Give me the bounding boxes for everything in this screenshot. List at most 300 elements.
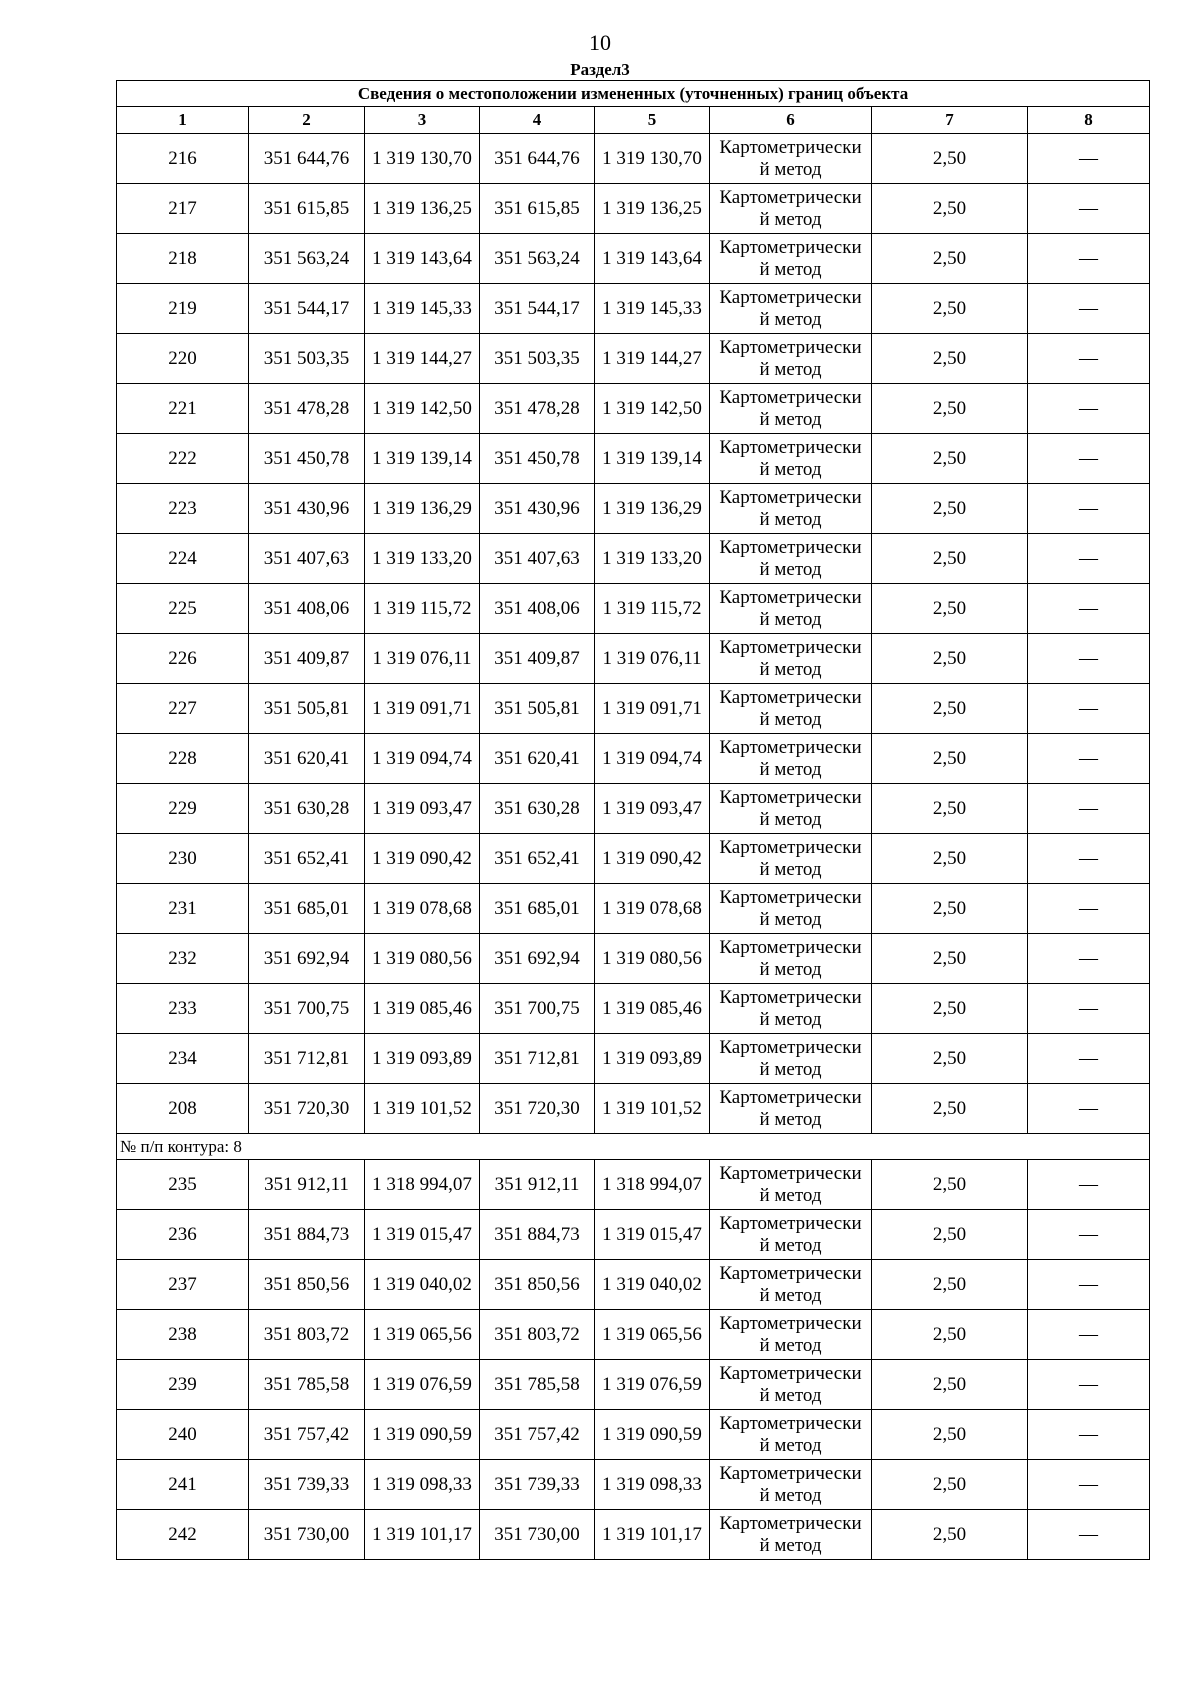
- cell-method: [710, 284, 872, 334]
- cell-y-old: 1 319 065,56: [365, 1310, 480, 1360]
- column-header-6: 6: [710, 107, 872, 134]
- method-line-1: Картометрически: [719, 586, 862, 608]
- cell-description: —: [1028, 1034, 1150, 1084]
- cell-x-old: 351 720,30: [249, 1084, 365, 1134]
- cell-x-new: 351 503,35: [480, 334, 595, 384]
- cell-point-number: 238: [117, 1310, 249, 1360]
- cell-precision: 2,50: [872, 584, 1028, 634]
- cell-point-number: 216: [117, 134, 249, 184]
- column-header-4: 4: [480, 107, 595, 134]
- method-line-2: й метод: [759, 1284, 822, 1306]
- cell-x-new: 351 430,96: [480, 484, 595, 534]
- cell-x-new: 351 450,78: [480, 434, 595, 484]
- method-line-2: й метод: [759, 858, 822, 880]
- cell-method: [710, 884, 872, 934]
- cell-x-old: 351 712,81: [249, 1034, 365, 1084]
- table-row: [117, 1360, 1150, 1410]
- cell-x-old: 351 739,33: [249, 1460, 365, 1510]
- method-line-1: Картометрически: [719, 1512, 862, 1534]
- cell-method: [710, 584, 872, 634]
- cell-y-old: 1 319 144,27: [365, 334, 480, 384]
- cell-y-old: 1 319 145,33: [365, 284, 480, 334]
- table-row: [117, 1510, 1150, 1560]
- cell-point-number: 222: [117, 434, 249, 484]
- cell-y-old: 1 319 094,74: [365, 734, 480, 784]
- cell-precision: 2,50: [872, 1260, 1028, 1310]
- table-caption: Сведения о местоположении измененных (уточненных) границ объекта: [117, 81, 1150, 107]
- method-line-2: й метод: [759, 958, 822, 980]
- cell-description: —: [1028, 1460, 1150, 1510]
- cell-description: —: [1028, 1260, 1150, 1310]
- cell-description: —: [1028, 384, 1150, 434]
- method-line-1: Картометрически: [719, 486, 862, 508]
- cell-x-new: 351 408,06: [480, 584, 595, 634]
- method-line-1: Картометрически: [719, 636, 862, 658]
- cell-x-new: 351 544,17: [480, 284, 595, 334]
- cell-method: [710, 134, 872, 184]
- cell-y-old: 1 319 015,47: [365, 1210, 480, 1260]
- cell-y-old: 1 319 136,25: [365, 184, 480, 234]
- column-header-8: 8: [1028, 107, 1150, 134]
- table-row: [117, 484, 1150, 534]
- section-title: Раздел3: [570, 60, 630, 79]
- column-header-row: [117, 107, 1150, 134]
- cell-method: [710, 434, 872, 484]
- cell-y-old: 1 319 130,70: [365, 134, 480, 184]
- method-line-1: Картометрически: [719, 1162, 862, 1184]
- cell-x-new: 351 407,63: [480, 534, 595, 584]
- cell-x-old: 351 407,63: [249, 534, 365, 584]
- method-line-1: Картометрически: [719, 1212, 862, 1234]
- column-header-7: 7: [872, 107, 1028, 134]
- cell-precision: 2,50: [872, 684, 1028, 734]
- cell-y-old: 1 319 136,29: [365, 484, 480, 534]
- cell-y-old: 1 319 078,68: [365, 884, 480, 934]
- method-line-1: Картометрически: [719, 1262, 862, 1284]
- contour-label: № п/п контура: 8: [117, 1134, 1150, 1160]
- method-line-2: й метод: [759, 908, 822, 930]
- cell-y-old: 1 319 098,33: [365, 1460, 480, 1510]
- cell-point-number: 227: [117, 684, 249, 734]
- table-row: [117, 884, 1150, 934]
- cell-method: [710, 1084, 872, 1134]
- cell-precision: 2,50: [872, 934, 1028, 984]
- table-row: [117, 684, 1150, 734]
- column-header-5: 5: [595, 107, 710, 134]
- cell-method: [710, 184, 872, 234]
- cell-description: —: [1028, 434, 1150, 484]
- table-row: [117, 284, 1150, 334]
- cell-description: —: [1028, 234, 1150, 284]
- cell-y-new: 1 319 098,33: [595, 1460, 710, 1510]
- cell-precision: 2,50: [872, 1034, 1028, 1084]
- cell-precision: 2,50: [872, 134, 1028, 184]
- cell-method: [710, 534, 872, 584]
- method-line-2: й метод: [759, 408, 822, 430]
- cell-x-new: 351 505,81: [480, 684, 595, 734]
- table-row: [117, 434, 1150, 484]
- method-line-1: Картометрически: [719, 986, 862, 1008]
- method-line-1: Картометрически: [719, 236, 862, 258]
- table-row: [117, 534, 1150, 584]
- method-line-1: Картометрически: [719, 686, 862, 708]
- cell-x-old: 351 730,00: [249, 1510, 365, 1560]
- table-row: [117, 1410, 1150, 1460]
- cell-precision: 2,50: [872, 1510, 1028, 1560]
- cell-x-new: 351 563,24: [480, 234, 595, 284]
- cell-y-new: 1 319 133,20: [595, 534, 710, 584]
- cell-x-new: 351 884,73: [480, 1210, 595, 1260]
- method-line-2: й метод: [759, 708, 822, 730]
- cell-x-new: 351 785,58: [480, 1360, 595, 1410]
- cell-method: [710, 484, 872, 534]
- table-row: [117, 984, 1150, 1034]
- cell-point-number: 224: [117, 534, 249, 584]
- table-row: [117, 1260, 1150, 1310]
- cell-precision: 2,50: [872, 1360, 1028, 1410]
- page-number: 10: [589, 30, 611, 55]
- cell-y-new: 1 319 078,68: [595, 884, 710, 934]
- cell-description: —: [1028, 884, 1150, 934]
- table-row: [117, 134, 1150, 184]
- cell-y-old: 1 319 085,46: [365, 984, 480, 1034]
- cell-point-number: 228: [117, 734, 249, 784]
- cell-x-old: 351 912,11: [249, 1160, 365, 1210]
- cell-x-old: 351 850,56: [249, 1260, 365, 1310]
- column-header-1: 1: [117, 107, 249, 134]
- cell-method: [710, 1260, 872, 1310]
- cell-description: —: [1028, 334, 1150, 384]
- cell-y-new: 1 319 143,64: [595, 234, 710, 284]
- cell-y-old: 1 319 090,42: [365, 834, 480, 884]
- cell-point-number: 240: [117, 1410, 249, 1460]
- cell-x-old: 351 505,81: [249, 684, 365, 734]
- cell-description: —: [1028, 184, 1150, 234]
- method-line-1: Картометрически: [719, 786, 862, 808]
- cell-description: —: [1028, 1360, 1150, 1410]
- cell-precision: 2,50: [872, 834, 1028, 884]
- cell-x-old: 351 692,94: [249, 934, 365, 984]
- cell-y-old: 1 319 133,20: [365, 534, 480, 584]
- method-line-2: й метод: [759, 1058, 822, 1080]
- method-line-2: й метод: [759, 1384, 822, 1406]
- cell-precision: 2,50: [872, 384, 1028, 434]
- method-line-2: й метод: [759, 1434, 822, 1456]
- cell-method: [710, 1210, 872, 1260]
- cell-x-old: 351 544,17: [249, 284, 365, 334]
- cell-x-new: 351 720,30: [480, 1084, 595, 1134]
- table-row: [117, 584, 1150, 634]
- cell-y-old: 1 319 076,59: [365, 1360, 480, 1410]
- cell-precision: 2,50: [872, 184, 1028, 234]
- cell-x-new: 351 630,28: [480, 784, 595, 834]
- method-line-1: Картометрически: [719, 286, 862, 308]
- cell-x-new: 351 409,87: [480, 634, 595, 684]
- cell-method: [710, 784, 872, 834]
- cell-y-new: 1 319 065,56: [595, 1310, 710, 1360]
- cell-y-new: 1 319 144,27: [595, 334, 710, 384]
- cell-y-old: 1 319 080,56: [365, 934, 480, 984]
- table-row: [117, 734, 1150, 784]
- cell-description: —: [1028, 1310, 1150, 1360]
- cell-y-new: 1 319 139,14: [595, 434, 710, 484]
- method-line-1: Картометрически: [719, 136, 862, 158]
- cell-description: —: [1028, 634, 1150, 684]
- cell-point-number: 208: [117, 1084, 249, 1134]
- cell-precision: 2,50: [872, 1210, 1028, 1260]
- cell-x-new: 351 644,76: [480, 134, 595, 184]
- method-line-2: й метод: [759, 658, 822, 680]
- method-line-1: Картометрически: [719, 936, 862, 958]
- cell-precision: 2,50: [872, 284, 1028, 334]
- cell-y-old: 1 319 091,71: [365, 684, 480, 734]
- method-line-2: й метод: [759, 208, 822, 230]
- cell-method: [710, 1360, 872, 1410]
- cell-precision: 2,50: [872, 334, 1028, 384]
- table-row: [117, 934, 1150, 984]
- cell-y-new: 1 319 115,72: [595, 584, 710, 634]
- method-line-2: й метод: [759, 758, 822, 780]
- table-body-contour-7: [117, 134, 1150, 1134]
- cell-method: [710, 934, 872, 984]
- cell-description: —: [1028, 1510, 1150, 1560]
- cell-y-new: 1 318 994,07: [595, 1160, 710, 1210]
- cell-precision: 2,50: [872, 634, 1028, 684]
- cell-method: [710, 1410, 872, 1460]
- table-row: [117, 184, 1150, 234]
- method-line-1: Картометрически: [719, 1362, 862, 1384]
- cell-point-number: 239: [117, 1360, 249, 1410]
- cell-description: —: [1028, 484, 1150, 534]
- cell-method: [710, 384, 872, 434]
- method-line-2: й метод: [759, 1234, 822, 1256]
- table-row: [117, 634, 1150, 684]
- cell-y-new: 1 319 101,52: [595, 1084, 710, 1134]
- cell-description: —: [1028, 984, 1150, 1034]
- cell-x-new: 351 685,01: [480, 884, 595, 934]
- cell-point-number: 221: [117, 384, 249, 434]
- column-header-2: 2: [249, 107, 365, 134]
- cell-y-old: 1 319 101,17: [365, 1510, 480, 1560]
- method-line-1: Картометрически: [719, 386, 862, 408]
- cell-y-new: 1 319 090,42: [595, 834, 710, 884]
- table-row: [117, 1460, 1150, 1510]
- method-line-1: Картометрически: [719, 736, 862, 758]
- method-line-1: Картометрически: [719, 1312, 862, 1334]
- cell-point-number: 226: [117, 634, 249, 684]
- cell-precision: 2,50: [872, 434, 1028, 484]
- cell-y-old: 1 319 139,14: [365, 434, 480, 484]
- cell-y-new: 1 319 076,11: [595, 634, 710, 684]
- table-row: [117, 1034, 1150, 1084]
- method-line-2: й метод: [759, 258, 822, 280]
- cell-y-old: 1 319 040,02: [365, 1260, 480, 1310]
- cell-x-new: 351 712,81: [480, 1034, 595, 1084]
- cell-point-number: 237: [117, 1260, 249, 1310]
- column-header-3: 3: [365, 107, 480, 134]
- cell-y-new: 1 319 091,71: [595, 684, 710, 734]
- cell-y-new: 1 319 094,74: [595, 734, 710, 784]
- cell-point-number: 242: [117, 1510, 249, 1560]
- cell-y-old: 1 319 101,52: [365, 1084, 480, 1134]
- cell-point-number: 219: [117, 284, 249, 334]
- cell-x-old: 351 615,85: [249, 184, 365, 234]
- cell-y-old: 1 319 076,11: [365, 634, 480, 684]
- method-line-2: й метод: [759, 608, 822, 630]
- cell-method: [710, 834, 872, 884]
- cell-x-new: 351 803,72: [480, 1310, 595, 1360]
- cell-y-old: 1 319 090,59: [365, 1410, 480, 1460]
- cell-description: —: [1028, 734, 1150, 784]
- cell-x-old: 351 884,73: [249, 1210, 365, 1260]
- cell-y-new: 1 319 040,02: [595, 1260, 710, 1310]
- method-line-1: Картометрически: [719, 436, 862, 458]
- cell-x-old: 351 644,76: [249, 134, 365, 184]
- cell-x-old: 351 620,41: [249, 734, 365, 784]
- method-line-1: Картометрически: [719, 836, 862, 858]
- cell-x-old: 351 430,96: [249, 484, 365, 534]
- cell-y-new: 1 319 085,46: [595, 984, 710, 1034]
- cell-precision: 2,50: [872, 1160, 1028, 1210]
- method-line-1: Картометрически: [719, 336, 862, 358]
- method-line-1: Картометрически: [719, 1036, 862, 1058]
- cell-precision: 2,50: [872, 1084, 1028, 1134]
- cell-y-new: 1 319 130,70: [595, 134, 710, 184]
- cell-y-new: 1 319 080,56: [595, 934, 710, 984]
- cell-x-new: 351 692,94: [480, 934, 595, 984]
- cell-x-new: 351 652,41: [480, 834, 595, 884]
- method-line-1: Картометрически: [719, 1412, 862, 1434]
- cell-precision: 2,50: [872, 884, 1028, 934]
- method-line-2: й метод: [759, 1534, 822, 1556]
- cell-method: [710, 984, 872, 1034]
- cell-x-new: 351 739,33: [480, 1460, 595, 1510]
- cell-point-number: 235: [117, 1160, 249, 1210]
- cell-y-old: 1 319 093,47: [365, 784, 480, 834]
- cell-point-number: 229: [117, 784, 249, 834]
- cell-y-new: 1 319 145,33: [595, 284, 710, 334]
- cell-x-old: 351 563,24: [249, 234, 365, 284]
- cell-method: [710, 1510, 872, 1560]
- cell-method: [710, 684, 872, 734]
- cell-description: —: [1028, 134, 1150, 184]
- cell-precision: 2,50: [872, 534, 1028, 584]
- cell-x-new: 351 478,28: [480, 384, 595, 434]
- method-line-1: Картометрически: [719, 886, 862, 908]
- cell-precision: 2,50: [872, 734, 1028, 784]
- cell-x-old: 351 630,28: [249, 784, 365, 834]
- cell-method: [710, 1160, 872, 1210]
- cell-description: —: [1028, 1084, 1150, 1134]
- cell-description: —: [1028, 834, 1150, 884]
- method-line-2: й метод: [759, 458, 822, 480]
- method-line-1: Картометрически: [719, 1086, 862, 1108]
- cell-precision: 2,50: [872, 484, 1028, 534]
- cell-y-new: 1 319 090,59: [595, 1410, 710, 1460]
- table-row: [117, 234, 1150, 284]
- method-line-2: й метод: [759, 308, 822, 330]
- method-line-2: й метод: [759, 808, 822, 830]
- cell-x-old: 351 652,41: [249, 834, 365, 884]
- cell-y-new: 1 319 093,47: [595, 784, 710, 834]
- cell-y-old: 1 319 093,89: [365, 1034, 480, 1084]
- method-line-1: Картометрически: [719, 186, 862, 208]
- cell-point-number: 218: [117, 234, 249, 284]
- cell-x-new: 351 757,42: [480, 1410, 595, 1460]
- method-line-1: Картометрически: [719, 1462, 862, 1484]
- cell-x-old: 351 700,75: [249, 984, 365, 1034]
- method-line-2: й метод: [759, 1334, 822, 1356]
- cell-precision: 2,50: [872, 1410, 1028, 1460]
- cell-method: [710, 1310, 872, 1360]
- cell-precision: 2,50: [872, 1460, 1028, 1510]
- cell-precision: 2,50: [872, 1310, 1028, 1360]
- table-row: [117, 834, 1150, 884]
- cell-description: —: [1028, 534, 1150, 584]
- cell-y-old: 1 319 142,50: [365, 384, 480, 434]
- cell-y-new: 1 319 136,25: [595, 184, 710, 234]
- cell-point-number: 232: [117, 934, 249, 984]
- cell-description: —: [1028, 1210, 1150, 1260]
- cell-x-new: 351 615,85: [480, 184, 595, 234]
- cell-x-old: 351 785,58: [249, 1360, 365, 1410]
- cell-point-number: 225: [117, 584, 249, 634]
- coordinates-table: [116, 80, 1150, 1560]
- cell-y-new: 1 319 101,17: [595, 1510, 710, 1560]
- cell-description: —: [1028, 284, 1150, 334]
- cell-method: [710, 634, 872, 684]
- cell-method: [710, 1034, 872, 1084]
- cell-y-new: 1 319 136,29: [595, 484, 710, 534]
- cell-x-old: 351 409,87: [249, 634, 365, 684]
- method-line-2: й метод: [759, 1184, 822, 1206]
- cell-y-old: 1 319 143,64: [365, 234, 480, 284]
- method-line-2: й метод: [759, 1484, 822, 1506]
- cell-x-new: 351 912,11: [480, 1160, 595, 1210]
- cell-point-number: 231: [117, 884, 249, 934]
- cell-x-old: 351 757,42: [249, 1410, 365, 1460]
- cell-method: [710, 734, 872, 784]
- cell-x-old: 351 685,01: [249, 884, 365, 934]
- cell-point-number: 236: [117, 1210, 249, 1260]
- method-line-2: й метод: [759, 1008, 822, 1030]
- table-row: [117, 334, 1150, 384]
- cell-point-number: 223: [117, 484, 249, 534]
- method-line-1: Картометрически: [719, 536, 862, 558]
- table-row: [117, 1310, 1150, 1360]
- contour-row: [117, 1134, 1150, 1160]
- cell-x-old: 351 803,72: [249, 1310, 365, 1360]
- cell-x-old: 351 503,35: [249, 334, 365, 384]
- table-row: [117, 784, 1150, 834]
- table-row: [117, 1210, 1150, 1260]
- cell-description: —: [1028, 684, 1150, 734]
- method-line-2: й метод: [759, 158, 822, 180]
- cell-x-old: 351 450,78: [249, 434, 365, 484]
- cell-description: —: [1028, 784, 1150, 834]
- cell-point-number: 233: [117, 984, 249, 1034]
- cell-x-old: 351 408,06: [249, 584, 365, 634]
- table-row: [117, 384, 1150, 434]
- cell-x-new: 351 620,41: [480, 734, 595, 784]
- cell-x-new: 351 730,00: [480, 1510, 595, 1560]
- table-row: [117, 1160, 1150, 1210]
- cell-y-new: 1 319 093,89: [595, 1034, 710, 1084]
- cell-point-number: 230: [117, 834, 249, 884]
- cell-description: —: [1028, 1160, 1150, 1210]
- cell-point-number: 217: [117, 184, 249, 234]
- cell-y-old: 1 319 115,72: [365, 584, 480, 634]
